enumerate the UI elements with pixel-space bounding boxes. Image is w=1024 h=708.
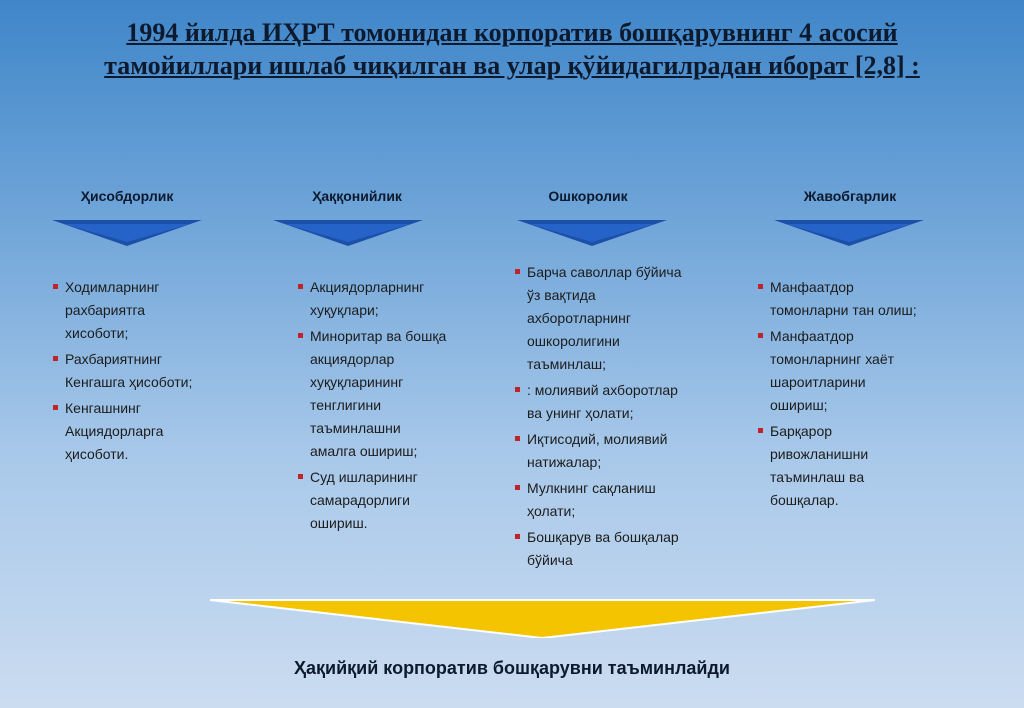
- arrow-down-icon: [210, 598, 875, 638]
- page-title: 1994 йилда ИҲРТ томонидан корпоратив бошқарувнинг 4 асосий тамойиллари ишлаб чиқилган ва улар қўйидагилрадан иборат [2,8] :: [104, 18, 920, 80]
- list-item: Манфаатдор томонларни тан олиш;: [758, 276, 923, 322]
- list-item: Мулкнинг сақланиш ҳолати;: [515, 477, 695, 523]
- heading-accountability: Ҳисобдорлик: [80, 188, 174, 204]
- list-fairness: [298, 276, 448, 538]
- list-item: Акциядорларнинг хуқуқлари;: [298, 276, 448, 322]
- list-item: Кенгашнинг Акциядорларга ҳисоботи.: [53, 397, 203, 466]
- chevron-down-icon: [774, 220, 924, 246]
- list-accountability: [53, 276, 203, 469]
- chevron-down-icon: [517, 220, 667, 246]
- list-item: Ходимларнинг рахбариятга хисоботи;: [53, 276, 203, 345]
- heading-transparency: Ошкоролик: [548, 188, 628, 204]
- list-item: Иқтисодий, молиявий натижалар;: [515, 428, 695, 474]
- heading-fairness: Ҳаққонийлик: [312, 188, 402, 204]
- list-item: Миноритар ва бошқа акциядорлар хуқуқларининг тенглигини таъминлашни амалга ошириш;: [298, 325, 448, 463]
- list-item: : молиявий ахборотлар ва унинг ҳолати;: [515, 379, 695, 425]
- conclusion-text: Ҳақийқий корпоратив бошқарувни таъминлайди: [294, 658, 730, 678]
- list-item: Барча саволлар бўйича ўз вақтида ахборотларнинг ошкоролигини таъминлаш;: [515, 261, 695, 376]
- list-transparency: [515, 261, 695, 575]
- list-item: Барқарор ривожланишни таъминлаш ва бошқалар.: [758, 420, 923, 512]
- chevron-down-icon: [273, 220, 423, 246]
- list-item: Манфаатдор томонларнинг хаёт шароитларини ошириш;: [758, 325, 923, 417]
- list-item: Суд ишларининг самарадорлиги ошириш.: [298, 466, 448, 535]
- list-item: Рахбариятнинг Кенгашга ҳисоботи;: [53, 348, 203, 394]
- chevron-down-icon: [52, 220, 202, 246]
- heading-responsibility: Жавобгарлик: [803, 188, 897, 204]
- list-item: Бошқарув ва бошқалар бўйича: [515, 526, 695, 572]
- list-responsibility: [758, 276, 923, 515]
